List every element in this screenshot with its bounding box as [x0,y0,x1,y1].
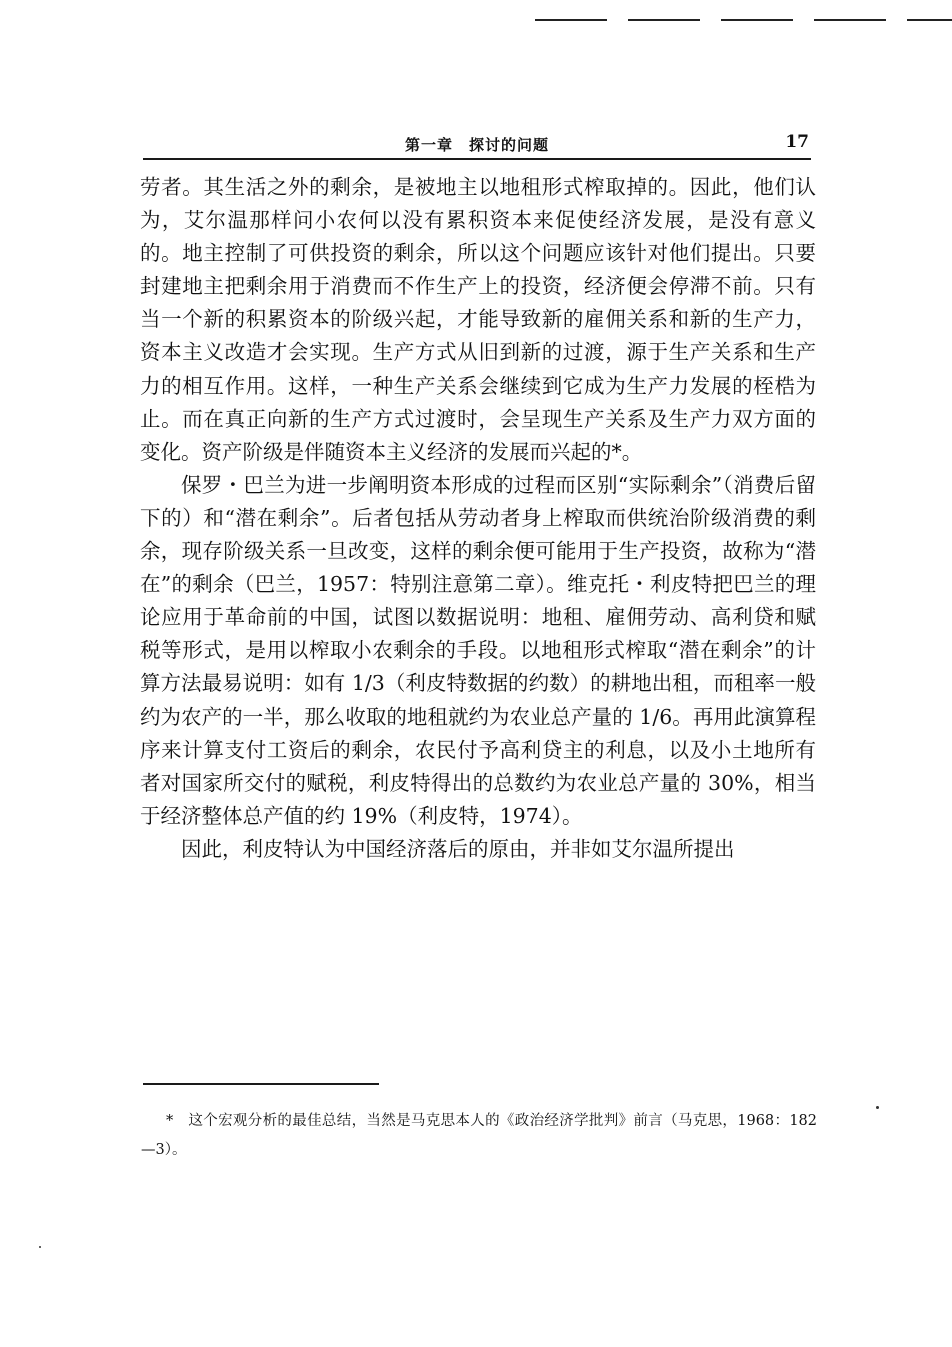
body-text [140,171,816,866]
scan-mark [535,19,607,21]
chapter-title: 第一章 探讨的问题 [404,136,549,154]
scan-mark [628,19,700,21]
scan-mark [814,19,886,21]
scan-mark [721,19,793,21]
footnote-divider [143,1083,379,1085]
paragraph-baran: 保罗・巴兰为进一步阐明资本形成的过程而区别“实际剩余”（消费后留下的）和“潜在剩余”。后者包括从劳动者身上榨取而供统治阶级消费的剩余，现存阶级关系一旦改变，这样的剩余便可能用于生产投资，故称为“潜在”的剩余（巴兰，1957：特别注意第二章）。维克托・利皮特把巴兰的理论应用于革命前的中国，试图以数据说明：地租、雇佣劳动、高利贷和赋税等形式，是用以榨取小农剩余的手段。以地租形式榨取“潜在剩余”的计算方法最易说明：如有 1/3（利皮特数据的约数）的耕地出租，而租率一般约为农产的一半，那么收取的地租就约为农业总产量的 1/6。再用此演算程序来计算支付工资后的剩余，农民付予高利贷主的利息，以及小土地所有者对国家所交付的赋税，利皮特得出的总数约为农业总产量的 30%，相当于经济整体总产值的约 19%（利皮特，1974）。 [140,472,816,828]
footnote: * 这个宏观分析的最佳总结，当然是马克思本人的《政治经济学批判》前言（马克思，1968：182—3）。 [141,1113,817,1158]
page-number: 17 [785,132,809,152]
scan-mark [907,19,952,21]
running-header [143,128,811,160]
scan-speck [876,1106,879,1109]
scan-speck [39,1246,41,1248]
paragraph-continued: 劳者。其生活之外的剩余，是被地主以地租形式榨取掉的。因此，他们认为，艾尔温那样问小农何以没有累积资本来促使经济发展，是没有意义的。地主控制了可供投资的剩余，所以这个问题应该针对他们提出。只要封建地主把剩余用于消费而不作生产上的投资，经济便会停滞不前。只有当一个新的积累资本的阶级兴起，才能导致新的雇佣关系和新的生产力，资本主义改造才会实现。生产方式从旧到新的过渡，源于生产关系和生产力的相互作用。这样，一种生产关系会继续到它成为生产力发展的桎梏为止。而在真正向新的生产方式过渡时，会呈现生产关系及生产力双方面的变化。资产阶级是伴随资本主义经济的发展而兴起的*。 [140,175,816,464]
paragraph-conclusion: 因此，利皮特认为中国经济落后的原由，并非如艾尔温所提出 [181,836,735,861]
